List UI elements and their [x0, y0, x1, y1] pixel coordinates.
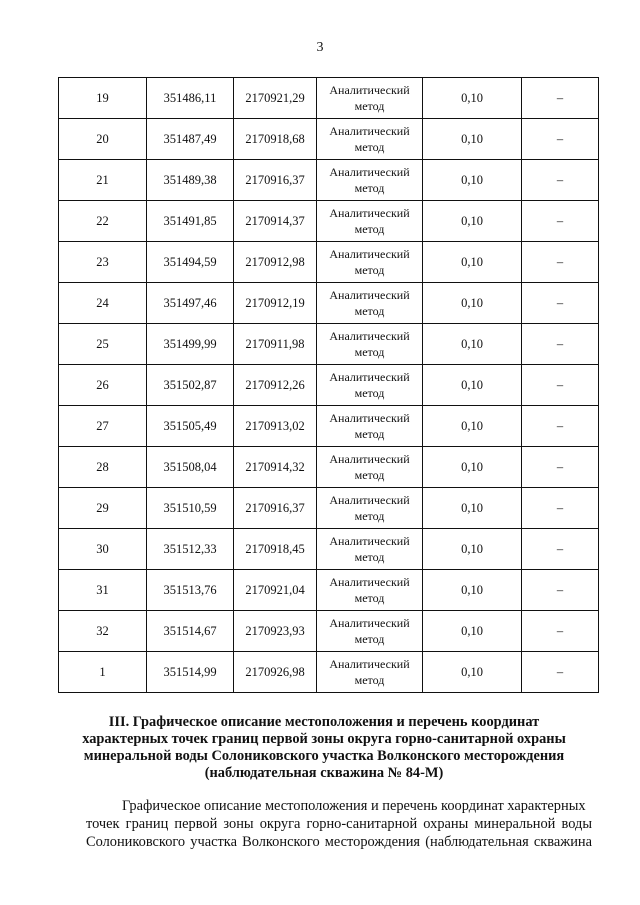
- note-cell: –: [522, 160, 599, 201]
- method-text: метод: [354, 181, 385, 195]
- point-number-cell: 24: [59, 283, 147, 324]
- y-coordinate-cell: 2170916,37: [234, 160, 317, 201]
- x-coordinate-cell: 351494,59: [147, 242, 234, 283]
- accuracy-cell: 0,10: [423, 447, 522, 488]
- method-text: Аналитический: [329, 575, 410, 589]
- method-text: метод: [354, 304, 385, 318]
- table-row: [59, 529, 599, 570]
- table-row: [59, 611, 599, 652]
- table-row: [59, 447, 599, 488]
- method-text: Аналитический: [329, 616, 410, 630]
- table-row: [59, 201, 599, 242]
- y-coordinate-cell: 2170912,26: [234, 365, 317, 406]
- method-text: Аналитический: [329, 206, 410, 220]
- section-heading-line: минеральной воды Солониковского участка Волконского месторождения: [83, 748, 565, 764]
- note-cell: –: [522, 78, 599, 119]
- method-cell: [317, 201, 423, 242]
- section-heading-line: III. Графическое описание местоположения и перечень координат: [108, 714, 540, 730]
- table-row: [59, 365, 599, 406]
- y-coordinate-cell: 2170923,93: [234, 611, 317, 652]
- y-coordinate-cell: 2170918,68: [234, 119, 317, 160]
- accuracy-cell: 0,10: [423, 201, 522, 242]
- y-coordinate-cell: 2170918,45: [234, 529, 317, 570]
- point-number-cell: 27: [59, 406, 147, 447]
- section-heading-line: (наблюдательная скважина № 84-М): [204, 765, 444, 781]
- method-text: метод: [354, 263, 385, 277]
- accuracy-cell: 0,10: [423, 570, 522, 611]
- table-row: [59, 160, 599, 201]
- page-number: 3: [316, 40, 324, 55]
- coordinates-table-body: [59, 78, 599, 693]
- note-cell: –: [522, 611, 599, 652]
- x-coordinate-cell: 351499,99: [147, 324, 234, 365]
- y-coordinate-cell: 2170912,19: [234, 283, 317, 324]
- accuracy-cell: 0,10: [423, 365, 522, 406]
- method-text: Аналитический: [329, 165, 410, 179]
- note-cell: –: [522, 324, 599, 365]
- method-text: метод: [354, 468, 385, 482]
- method-cell: [317, 611, 423, 652]
- method-text: Аналитический: [329, 452, 410, 466]
- x-coordinate-cell: 351514,99: [147, 652, 234, 693]
- point-number-cell: 30: [59, 529, 147, 570]
- method-text: Аналитический: [329, 411, 410, 425]
- note-cell: –: [522, 488, 599, 529]
- table-row: [59, 78, 599, 119]
- accuracy-cell: 0,10: [423, 160, 522, 201]
- section-heading-line: характерных точек границ первой зоны округа горно-санитарной охраны: [82, 731, 566, 747]
- table-row: [59, 406, 599, 447]
- accuracy-cell: 0,10: [423, 119, 522, 160]
- method-text: Аналитический: [329, 329, 410, 343]
- method-text: метод: [354, 427, 385, 441]
- point-number-cell: 32: [59, 611, 147, 652]
- method-cell: [317, 447, 423, 488]
- note-cell: –: [522, 406, 599, 447]
- point-number-cell: 1: [59, 652, 147, 693]
- method-text: метод: [354, 140, 385, 154]
- table-row: [59, 652, 599, 693]
- method-text: Аналитический: [329, 657, 410, 671]
- x-coordinate-cell: 351514,67: [147, 611, 234, 652]
- accuracy-cell: 0,10: [423, 78, 522, 119]
- note-cell: –: [522, 365, 599, 406]
- table-row: [59, 283, 599, 324]
- note-cell: –: [522, 242, 599, 283]
- accuracy-cell: 0,10: [423, 242, 522, 283]
- x-coordinate-cell: 351497,46: [147, 283, 234, 324]
- accuracy-cell: 0,10: [423, 324, 522, 365]
- y-coordinate-cell: 2170911,98: [234, 324, 317, 365]
- method-cell: [317, 78, 423, 119]
- method-cell: [317, 160, 423, 201]
- body-paragraph: [86, 797, 592, 851]
- note-cell: –: [522, 570, 599, 611]
- method-text: Аналитический: [329, 247, 410, 261]
- method-cell: [317, 488, 423, 529]
- method-cell: [317, 652, 423, 693]
- method-cell: [317, 406, 423, 447]
- point-number-cell: 26: [59, 365, 147, 406]
- table-row: [59, 488, 599, 529]
- note-cell: –: [522, 119, 599, 160]
- accuracy-cell: 0,10: [423, 611, 522, 652]
- method-text: Аналитический: [329, 83, 410, 97]
- point-number-cell: 23: [59, 242, 147, 283]
- table-row: [59, 324, 599, 365]
- x-coordinate-cell: 351512,33: [147, 529, 234, 570]
- x-coordinate-cell: 351508,04: [147, 447, 234, 488]
- y-coordinate-cell: 2170913,02: [234, 406, 317, 447]
- method-text: метод: [354, 632, 385, 646]
- paragraph-line: точек границ первой зоны округа горно-санитарной охраны минеральной воды: [86, 816, 592, 832]
- method-text: метод: [354, 99, 385, 113]
- y-coordinate-cell: 2170921,04: [234, 570, 317, 611]
- table-row: [59, 570, 599, 611]
- method-cell: [317, 324, 423, 365]
- point-number-cell: 20: [59, 119, 147, 160]
- x-coordinate-cell: 351491,85: [147, 201, 234, 242]
- method-cell: [317, 365, 423, 406]
- x-coordinate-cell: 351510,59: [147, 488, 234, 529]
- method-cell: [317, 242, 423, 283]
- y-coordinate-cell: 2170926,98: [234, 652, 317, 693]
- point-number-cell: 21: [59, 160, 147, 201]
- y-coordinate-cell: 2170912,98: [234, 242, 317, 283]
- accuracy-cell: 0,10: [423, 406, 522, 447]
- accuracy-cell: 0,10: [423, 529, 522, 570]
- point-number-cell: 19: [59, 78, 147, 119]
- y-coordinate-cell: 2170921,29: [234, 78, 317, 119]
- method-cell: [317, 529, 423, 570]
- paragraph-line: Графическое описание местоположения и перечень координат характерных: [122, 798, 586, 814]
- x-coordinate-cell: 351489,38: [147, 160, 234, 201]
- method-text: Аналитический: [329, 288, 410, 302]
- y-coordinate-cell: 2170914,32: [234, 447, 317, 488]
- section-heading: [60, 714, 588, 782]
- method-cell: [317, 570, 423, 611]
- note-cell: –: [522, 283, 599, 324]
- method-text: метод: [354, 509, 385, 523]
- method-text: Аналитический: [329, 124, 410, 138]
- point-number-cell: 25: [59, 324, 147, 365]
- paragraph-line: Солониковского участка Волконского месторождения (наблюдательная скважина: [86, 834, 592, 850]
- accuracy-cell: 0,10: [423, 652, 522, 693]
- method-text: Аналитический: [329, 493, 410, 507]
- coordinates-table: [58, 77, 599, 693]
- method-text: метод: [354, 222, 385, 236]
- note-cell: –: [522, 652, 599, 693]
- y-coordinate-cell: 2170914,37: [234, 201, 317, 242]
- note-cell: –: [522, 447, 599, 488]
- table-row: [59, 119, 599, 160]
- note-cell: –: [522, 529, 599, 570]
- point-number-cell: 28: [59, 447, 147, 488]
- x-coordinate-cell: 351502,87: [147, 365, 234, 406]
- method-cell: [317, 119, 423, 160]
- x-coordinate-cell: 351486,11: [147, 78, 234, 119]
- point-number-cell: 29: [59, 488, 147, 529]
- method-text: метод: [354, 550, 385, 564]
- point-number-cell: 31: [59, 570, 147, 611]
- method-text: Аналитический: [329, 534, 410, 548]
- accuracy-cell: 0,10: [423, 283, 522, 324]
- x-coordinate-cell: 351487,49: [147, 119, 234, 160]
- accuracy-cell: 0,10: [423, 488, 522, 529]
- point-number-cell: 22: [59, 201, 147, 242]
- table-row: [59, 242, 599, 283]
- method-text: Аналитический: [329, 370, 410, 384]
- method-text: метод: [354, 386, 385, 400]
- y-coordinate-cell: 2170916,37: [234, 488, 317, 529]
- method-text: метод: [354, 345, 385, 359]
- method-cell: [317, 283, 423, 324]
- x-coordinate-cell: 351505,49: [147, 406, 234, 447]
- method-text: метод: [354, 673, 385, 687]
- method-text: метод: [354, 591, 385, 605]
- x-coordinate-cell: 351513,76: [147, 570, 234, 611]
- note-cell: –: [522, 201, 599, 242]
